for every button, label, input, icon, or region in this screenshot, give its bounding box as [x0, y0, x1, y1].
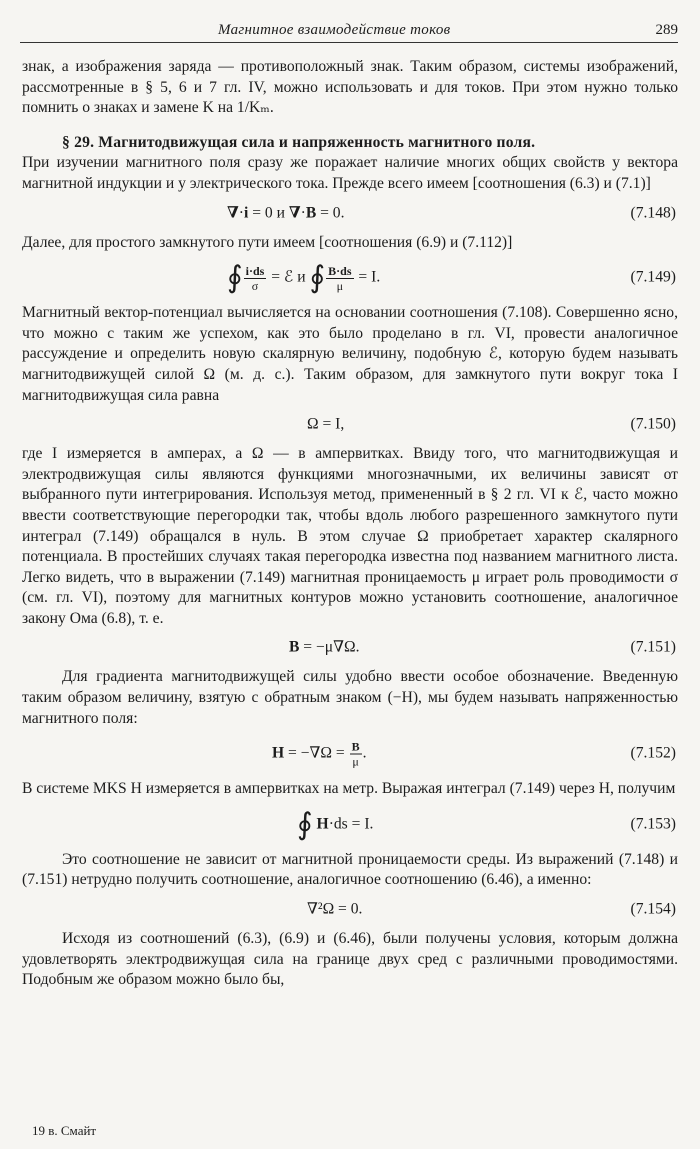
paragraph: При изучении магнитного поля сразу же поражает наличие многих общих свойств у вектора магнитной индукции и у электрического тока. Прежде всего имеем [соотношения (6.3) и (7.1)] [22, 154, 678, 192]
equation-7-153: ∮ H·ds = I. (7.153) [297, 807, 676, 841]
equation-number: (7.151) [630, 639, 676, 657]
signature-mark: 19 в. Смайт [32, 1123, 97, 1138]
equation-number: (7.152) [630, 744, 676, 762]
page-number: 289 [655, 22, 678, 38]
equation-number: (7.154) [630, 900, 676, 918]
equation-7-154: ∇²Ω = 0. (7.154) [22, 897, 678, 923]
paragraph: В системе MKS H измеряется в ампервитках на метр. Выражая интеграл (7.149) через H, получим [22, 780, 676, 798]
equation-7-149: ∮ $\frac{i\cdot ds}{\sigma}$ = ℰ и ∮ $\frac{B\cdot ds}{\mu}$ = I. (7.149) [227, 261, 676, 295]
header-rule [20, 42, 678, 43]
section-paragraph [22, 133, 678, 154]
paragraph: Для градиента магнитодвижущей силы удобно ввести особое обозначение. Введенную таким образом величину, взятую с обратным знаком (−H), мы будем называть напряженностью магнитного поля: [22, 668, 678, 727]
paragraph: где I измеряется в амперах, а Ω — в ампервитках. Ввиду того, что магнитодвижущая и электродвижущая силы являются функциями многозначными, их величины зависят от выбранного пути интегрирования. Используя метод, примененный в § 2 гл. VI к ℰ, часто можно ввести соответствующие перегородки так, чтобы вдоль любого разрешенного замкнутого пути интеграл (7.149) обращался в нуль. В этом случае Ω приобретает характер скалярного потенциала. В простейших случаях такая перегородка известна под названием магнитного листа. Легко видеть, что в выражении (7.149) магнитная проницаемость μ играет роль проводимости σ (см. гл. VI), поэтому для магнитных контуров можно установить соотношение, аналогичное закону Ома (6.8), т. е. [22, 445, 678, 627]
equation-number: (7.149) [630, 268, 676, 286]
page-body [22, 57, 678, 991]
section-title: § 29. Магнитодвижущая сила и напряженность магнитного поля. [62, 133, 536, 151]
paragraph: знак, а изображения заряда — противоположный знак. Таким образом, системы изображений, рассмотренные в § 5, 6 и 7 гл. IV, можно использовать и для токов. При этом нужно только помнить о знаках и замене K на 1/Kₘ. [22, 58, 678, 117]
equation-7-152: H = −∇Ω = $\frac{B}{\mu}$ . (7.152) [272, 739, 676, 769]
running-title: Магнитное взаимодействие токов [218, 22, 451, 38]
equation-number: (7.153) [630, 815, 676, 833]
paragraph: Далее, для простого замкнутого пути имеем [соотношения (6.9) и (7.112)] [22, 233, 513, 251]
page-header [20, 12, 678, 36]
equation-7-151: B = −μ∇Ω. (7.151) [22, 635, 678, 661]
paragraph: Магнитный вектор-потенциал вычисляется на основании соотношения (7.108). Совершенно ясно, что можно с таким же успехом, как это было проделано в гл. VI, провести аналогичное рассуждение и определить новую скалярную величину, подобную ℰ, которую будем называть магнитодвижущей силой Ω (м. д. с.). Таким образом, для замкнутого пути вокруг тока I магнитодвижущая сила равна [22, 304, 678, 404]
paragraph: Исходя из соотношений (6.3), (6.9) и (6.46), были получены условия, которым должна удовлетворять электродвижущая сила на границе двух сред с различными проводимостями. Подобным же образом можно было бы, [22, 930, 678, 989]
equation-7-150: Ω = I, (7.150) [22, 412, 678, 438]
equation-7-148: ∇·i = 0 и ∇·B = 0. (7.148) [22, 201, 678, 227]
paragraph: Это соотношение не зависит от магнитной проницаемости среды. Из выражений (7.148) и (7.151) нетрудно получить соотношение, аналогичное соотношению (6.46), а именно: [22, 850, 678, 889]
equation-number: (7.150) [630, 415, 676, 433]
equation-number: (7.148) [630, 204, 676, 222]
